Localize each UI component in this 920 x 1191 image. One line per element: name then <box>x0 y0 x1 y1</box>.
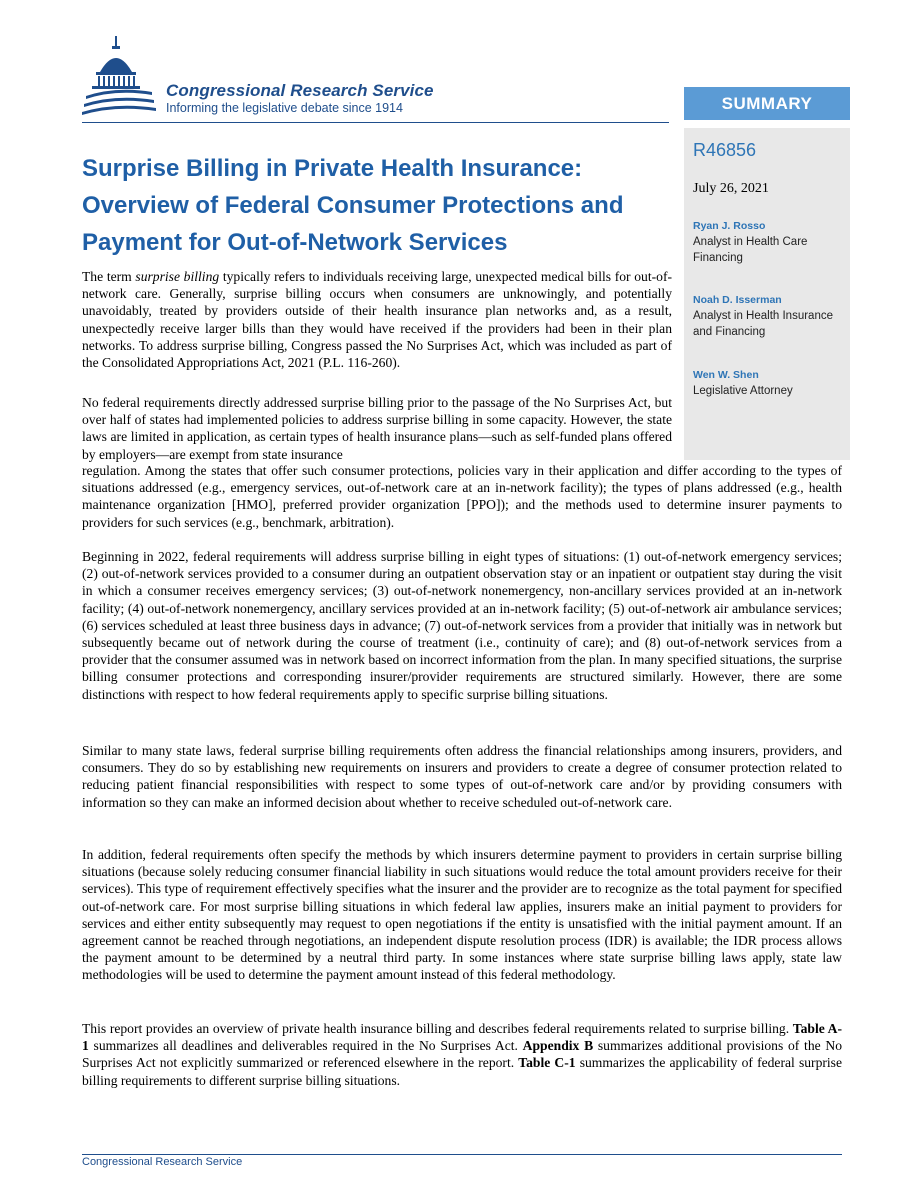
appendix-reference: Appendix B <box>522 1038 594 1054</box>
summary-paragraph: No federal requirements directly addressed surprise billing prior to the passage of the No Surprises Act, but over half of states had implemented policies to address surprise billing in some capacity. However, the state laws are limited in application, as certain types of health insurance plans—such as self-funded plans offered by employers—are exempt from state insurance <box>82 395 672 462</box>
report-date: July 26, 2021 <box>693 181 769 196</box>
author-title: Legislative Attorney <box>693 385 793 397</box>
author-title: Analyst in Health Insurance and Financing <box>693 310 833 338</box>
org-tagline: Informing the legislative debate since 1914 <box>166 101 403 115</box>
summary-paragraph: This report provides an overview of private health insurance billing and describes federal requirements related to surprise billing. Table A-1 summarizes all deadlines and deliverables required in the No Surprises Act. Appendix B summarizes additional provisions of the No Surprises Act not explicitly summarized or referenced elsewhere in the report. Table C-1 summarizes the applicability of federal surprise billing requirements to different surprise billing situations. <box>82 1021 843 1088</box>
footer-divider <box>82 1154 842 1155</box>
author-name: Wen W. Shen <box>693 369 759 381</box>
author-name: Ryan J. Rosso <box>693 220 766 232</box>
summary-paragraph: The term surprise billing typically refers to individuals receiving large, unexpected medical bills for out-of-network care. Generally, surprise billing occurs when consumers are unknowingly, and potentially unavoidably, treated by providers outside of their health insurance plan networks and, as a result, unexpectedly receive larger bills than they would have received if the providers had been in their plan networks. To address surprise billing, Congress passed the No Surprises Act, which was included as part of the Consolidated Appropriations Act, 2021 (P.L. 116-260). <box>82 269 673 371</box>
summary-paragraph-continued: regulation. Among the states that offer such consumer protections, policies vary in their application and differ according to the types of situations addressed (e.g., emergency services, out-of-network care at an in-network facility); the types of plans addressed (e.g., health maintenance organization [HMO], preferred provider organization [PPO]); and the methods used to determine insurer payments to providers for such services (e.g., benchmark, arbitration). <box>82 463 842 530</box>
footer-text: Congressional Research Service <box>82 1156 243 1168</box>
summary-paragraph: Similar to many state laws, federal surprise billing requirements often address the financial relationships among insurers, providers, and consumers. They do so by establishing new requirements on insurers and providers to create a degree of consumer protection related to reducing patient financial responsibilities with respect to some types of out-of-network care and/or by providing consumers with information so they can make an informed decision about whether to receive scheduled out-of-network care. <box>82 743 842 810</box>
summary-label: SUMMARY <box>684 87 850 120</box>
author-name: Noah D. Isserman <box>693 294 782 306</box>
table-reference: Table C-1 <box>518 1055 576 1071</box>
author-title: Analyst in Health Care Financing <box>693 236 808 264</box>
table-reference: Table A-1 <box>82 1021 842 1054</box>
summary-paragraph: In addition, federal requirements often specify the methods by which insurers determine payment to providers in certain surprise billing situations (because solely reducing consumer financial liability in such situations would reduce the total amount providers receive for their services). This type of requirement effectively specifies what the insurer and the provider are to recognize as the total payment for specified out-of-network care. For most surprise billing situations in which federal law applies, insurers make an initial payment to providers for services and either entity subsequently may request to open negotiations if the entity is unsatisfied with the initial payment amount. If an agreement cannot be reached through negotiations, an independent dispute resolution process (IDR) is available; the IDR process allows the payment amount to be determined by a neutral third party. In some instances where state surprise billing laws apply, state law methodologies will be used to determine the payment amount instead of this federal methodology. <box>82 847 842 983</box>
report-title: Surprise Billing in Private Health Insurance: Overview of Federal Consumer Protections and Payment for Out-of-Network Services <box>82 155 624 256</box>
org-name: Congressional Research Service <box>166 81 434 100</box>
header-divider <box>82 122 669 123</box>
report-number: R46856 <box>693 140 757 160</box>
summary-paragraph: Beginning in 2022, federal requirements will address surprise billing in eight types of situations: (1) out-of-network emergency services; (2) out-of-network services provided to a consumer during an outpatient observation stay or an inpatient or outpatient stay during the visit in which a consumer receives emergency services; (3) out-of-network nonemergency, non-ancillary services provided at an in-network facility; (4) out-of-network nonemergency, ancillary services provided at an in-network facility; (5) out-of-network air ambulance services; (6) services scheduled at least three business days in advance; (7) out-of-network services from a provider that initially was in network but subsequently became out of network during the course of treatment (i.e., continuity of care); and (8) out-of-network services from a provider that the consumer assumed was in network based on incorrect information from the plan. In many specified situations, the surprise billing consumer protections and corresponding insurer/provider requirements are structured similarly. However, there are some distinctions with respect to how federal requirements apply to specific surprise billing situations. <box>82 549 842 702</box>
crs-capitol-logo-icon <box>82 34 156 120</box>
